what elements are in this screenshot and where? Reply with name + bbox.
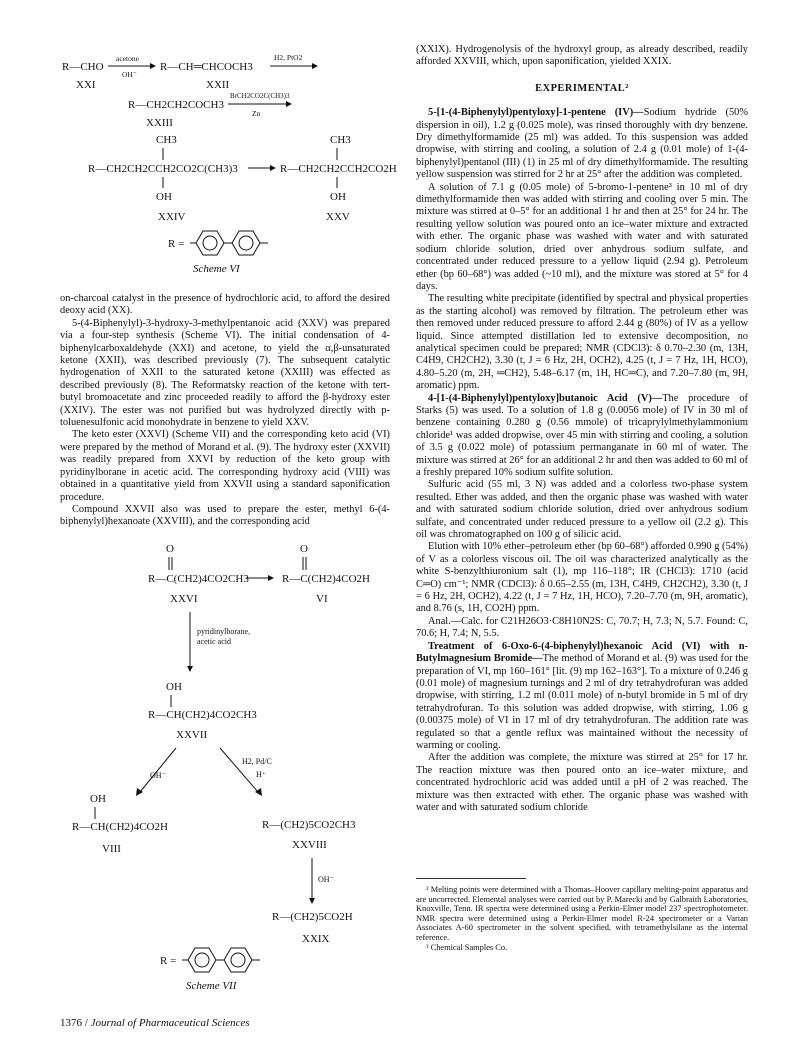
compound-xxvii-formula: R—CH(CH2)4CO2CH3 bbox=[148, 709, 257, 721]
right-paragraph-2 bbox=[416, 107, 748, 181]
compound-xxiv-hydroxyl: OH bbox=[156, 191, 172, 203]
compound-xxi-formula: R—CHO bbox=[62, 61, 104, 73]
reagent-acetic-acid: acetic acid bbox=[197, 637, 231, 646]
compound-xxvi-label: XXVI bbox=[170, 593, 198, 605]
reagent-acid: H⁺ bbox=[256, 770, 266, 779]
r-group-label-vii: R = bbox=[160, 955, 177, 967]
biphenyl-structure-vii bbox=[182, 948, 260, 972]
right-paragraph-4: The resulting white precipitate (identified by spectral and physical properties as the starting alcohol) was removed by filtration. The petroleum ether was then removed under reduced pressure to afford 2.44 g (80%) of IV as a yellow liquid. Since attempted distillation led to extensive decomposition, no analytical specimen could be prepared; NMR (CDCl3): δ 0.70–2.30 (m, 13H, C4H9, CH2CH2), 3.30 (t, J = 6 Hz, 2H, OCH2), 4.25 (t, J = 7 Hz, 1H, HCO), 4.80–5.20 (m, 2H, ═CH2), 5.48–6.17 (m, 1H, HC═C), and 7.20–7.80 (m, 9H, aromatic) ppm. bbox=[416, 293, 748, 392]
compound-xxv-hydroxyl: OH bbox=[330, 191, 346, 203]
biphenyl-structure bbox=[190, 231, 268, 255]
reagent-bromoacetate: BrCH2CO2C(CH3)3 bbox=[230, 92, 290, 100]
section-title-iv: 5-[1-(4-Biphenylyl)pentyloxy]-1-pentene (IV)— bbox=[428, 107, 644, 119]
right-paragraph-3: A solution of 7.1 g (0.05 mole) of 5-bromo-1-pentene³ in 10 ml of dry dimethylformamide then was added with stirring and cooling over 5 min. The mixture was stirred at 0–5° for an additional 1 hr and then at 25° for 24 hr. The resulting yellow solution was poured onto an ice–water mixture and extracted with ether. The organic phase was washed with water and with saturated sodium chloride solution, dried over anhydrous sodium sulfate, and concentrated under reduced pressure to a yellow liquid (2.94 g). Petroleum ether (bp 60–68°) was added (~10 ml), and the mixture was stored at 5° for 4 days. bbox=[416, 181, 748, 292]
compound-vi-label: VI bbox=[316, 593, 328, 605]
compound-xxiii-label: XXIII bbox=[146, 117, 173, 129]
reagent-pyridinylborane: pyridinylborane, bbox=[197, 627, 251, 636]
reagent-h2-pdc: H2, Pd/C bbox=[242, 757, 272, 766]
compound-xxvi-oxo: O bbox=[166, 543, 174, 555]
right-paragraph-1: (XXIX). Hydrogenolysis of the hydroxyl group, as already described, readily afforded XXVIII, which, upon saponification, yielded XXIX. bbox=[416, 44, 748, 68]
scheme-vi bbox=[0, 0, 400, 292]
left-column bbox=[60, 293, 390, 529]
right-column bbox=[416, 44, 748, 814]
scheme-vi-caption: Scheme VI bbox=[193, 263, 240, 275]
compound-xxix-formula: R—(CH2)5CO2H bbox=[272, 911, 353, 923]
right-paragraph-5 bbox=[416, 393, 748, 480]
left-paragraph-1: on-charcoal catalyst in the presence of hydrochloric acid, to afford the desired deoxy acid (XX). bbox=[60, 293, 390, 317]
compound-xxvii-label: XXVII bbox=[176, 729, 208, 741]
right-paragraph-2-text: Sodium hydride (50% dispersion in oil), 1.2 g (0.025 mole), was rinsed thoroughly with dry benzene. Dry dimethylformamide (25 ml) was added. To this suspension was added dropwise, with stirring and cooling, a solution of 2.4 g (0.01 mole) of 1-(4-biphenylyl)pentanol (III) (1) in 25 ml of dry dimethylformamide. The resulting yellow suspension was stirred for 2 hr at 25° after the addition was completed. bbox=[416, 107, 748, 181]
section-title-vi-treatment: Treatment of 6-Oxo-6-(4-biphenylyl)hexanoic Acid (VI) with n-Butylmagnesium Bromide— bbox=[416, 640, 748, 665]
compound-xxiv-methyl: CH3 bbox=[156, 134, 177, 146]
compound-xxviii-label: XXVIII bbox=[292, 839, 327, 851]
reagent-zinc: Zn bbox=[252, 109, 261, 118]
reagent-saponification: OH⁻ bbox=[150, 771, 166, 780]
footnote-2: ² Melting points were determined with a Thomas–Hoover capillary melting-point apparatus and are uncorrected. Elemental analyses were carried out by P. Marecki and by Galbraith Laboratories, Knoxville, Tenn. IR spectra were determined using a Perkin-Elmer model 237 spectrophotometer. NMR spectra were determined using a Perkin-Elmer model R-24 spectrometer or a Varian Associates A-60 spectrometer in the solvent specified, with tetramethylsilane as the internal reference. bbox=[416, 885, 748, 942]
scheme-vii-caption: Scheme VII bbox=[186, 980, 237, 992]
reagent-final-hydroxide: OH⁻ bbox=[318, 875, 334, 884]
reagent-h2-pto2: H2, PtO2 bbox=[274, 53, 303, 62]
footnote-3: ³ Chemical Samples Co. bbox=[426, 942, 508, 952]
section-title-v: 4-[1-(4-Biphenylyl)pentyloxy]butanoic Acid (V)— bbox=[428, 392, 663, 404]
compound-viii-hydroxyl: OH bbox=[90, 793, 106, 805]
journal-name: Journal of Pharmaceutical Sciences bbox=[90, 1017, 250, 1029]
compound-xxii-label: XXII bbox=[206, 79, 230, 91]
footer-separator: / bbox=[84, 1017, 91, 1029]
right-paragraph-7: Elution with 10% ether–petroleum ether (bp 60–68°) afforded 0.990 g (54%) of V as a colorless viscous oil. The oil was characterized analytically as the white S-benzylthiuronium salt (1), mp 116–118°; IR (CHCl3): 1710 (acid C═O) cm⁻¹; NMR (CDCl3): δ 0.65–2.55 (m, 13H, C4H9, CH2CH2), 3.30 (t, J = 6 Hz, 2H, OCH2), 4.22 (t, J = 7 Hz, 1H, HCO), 7.20–7.70 (m, 9H, aromatic), and 8.76 (s, 1H, CO2H) ppm. bbox=[416, 541, 748, 615]
right-paragraph-9-text: The method of Morand et al. (9) was used for the preparation of VI, mp 160–161° [lit. (9) mp 162–163°]. To a mixture of 0.246 g (0.01 mole) of magnesium turnings and 2 ml of dry tetrahydrofuran was added dropwise, with stirring, 1.2 ml (0.011 mole) of n-butyl bromide in 5 ml of dry tetrahydrofuran. To this solution was added dropwise, with stirring, 1.06 g (0.00375 mole) of VI in 17 ml of dry tetrahydrofuran. The addition rate was regulated so that a gentle reflux was maintained without the necessity of warming or cooling. bbox=[416, 653, 748, 751]
page-footer bbox=[60, 1017, 250, 1029]
left-paragraph-4: Compound XXVII also was used to prepare the ester, methyl 6-(4-biphenylyl)hexanoate (XXVIII), and the corresponding acid bbox=[60, 503, 390, 528]
footnote-rule bbox=[416, 878, 526, 879]
compound-xxiv-formula: R—CH2CH2CCH2CO2C(CH3)3 bbox=[88, 163, 238, 175]
compound-vi-oxo: O bbox=[300, 543, 308, 555]
compound-viii-label: VIII bbox=[102, 843, 121, 855]
compound-xxii-formula: R—CH═CHCOCH3 bbox=[160, 61, 253, 73]
scheme-vii bbox=[0, 540, 400, 1010]
footnotes bbox=[416, 878, 748, 952]
experimental-heading: EXPERIMENTAL² bbox=[535, 82, 629, 94]
compound-xxv-methyl: CH3 bbox=[330, 134, 351, 146]
compound-xxvi-formula: R—C(CH2)4CO2CH3 bbox=[148, 573, 249, 585]
left-paragraph-3: The keto ester (XXVI) (Scheme VII) and the corresponding keto acid (VI) were prepared by the method of Morand et al. (9). The hydroxy ester (XXVII) was readily prepared from XXVI by reduction of the keto group with pyridinylborane in acetic acid. The corresponding hydroxy acid (VIII) was obtained in a quantitative yield from XXVII using a standard saponification procedure. bbox=[60, 429, 390, 503]
compound-xxix-label: XXIX bbox=[302, 933, 330, 945]
compound-xxiii-formula: R—CH2CH2COCH3 bbox=[128, 99, 224, 111]
right-paragraph-10: After the addition was complete, the mixture was stirred at 25° for 17 hr. The reaction mixture was then poured onto an ice–water mixture, and concentrated hydrochloric acid was added until a pH of 2 was reached. The mixture was then extracted with ether. The organic phase was washed with water and with saturated sodium chloride bbox=[416, 752, 748, 813]
right-paragraph-8: Anal.—Calc. for C21H26O3·C8H10N2S: C, 70.7; H, 7.3; N, 5.7. Found: C, 70.6; H, 7.4; N, 5.5. bbox=[416, 615, 748, 640]
compound-xxv-label: XXV bbox=[326, 211, 350, 223]
right-paragraph-5-text: The procedure of Starks (5) was used. To a solution of 1.8 g (0.0056 mole) of IV in 30 ml of benzene containing 0.280 g (0.56 mmole) of tricaprylylmethylammonium chloride¹ was added dropwise, over 45 min with stirring and cooling, a solution of 3.5 g (0.022 mole) of potassium permanganate in 60 ml of water. The mixture was stirred at 26° for an additional 2 hr and then was added to 60 ml of a freshly prepared 10% sodium sulfite solution. bbox=[416, 392, 748, 478]
compound-viii-formula: R—CH(CH2)4CO2H bbox=[72, 821, 168, 833]
compound-xxi-label: XXI bbox=[76, 79, 96, 91]
compound-vi-formula: R—C(CH2)4CO2H bbox=[282, 573, 371, 585]
r-group-label: R = bbox=[168, 238, 185, 250]
page-number: 1376 bbox=[60, 1017, 82, 1029]
compound-xxviii-formula: R—(CH2)5CO2CH3 bbox=[262, 819, 356, 831]
compound-xxiv-label: XXIV bbox=[158, 211, 186, 223]
compound-xxvii-hydroxyl: OH bbox=[166, 681, 182, 693]
compound-xxv-formula: R—CH2CH2CCH2CO2H bbox=[280, 163, 397, 175]
right-paragraph-9 bbox=[416, 641, 748, 753]
right-paragraph-6: Sulfuric acid (55 ml, 3 N) was added and a colorless two-phase system resulted. Ether was added, and then the organic phase was washed with water and with saturated sodium chloride solution, dried over anhydrous sodium sulfate, and concentrated under reduced pressure to a yellow oil (2.2 g). This oil was chromatographed on 100 g of silicic acid. bbox=[416, 479, 748, 541]
reagent-acetone: acetone bbox=[116, 54, 139, 63]
left-paragraph-2: 5-(4-Biphenylyl)-3-hydroxy-3-methylpentanoic acid (XXV) was prepared via a four-step synthesis (Scheme VI). The initial condensation of 4-biphenylcarboxaldehyde (XXI) and acetone, to yield the α,β-unsaturated ketone (XXII), was described previously (7). The subsequent catalytic hydrogenation of XXII to the saturated ketone (XXIII) was effected as described previously (8). The Reformatsky reaction of the ketone with tert-butyl bromoacetate and zinc proceeded readily to afford the β-hydroxy ester (XXIV). The ester was not purified but was hydrolyzed directly with p-toluenesulfonic acid monohydrate in benzene to yield XXV. bbox=[60, 317, 390, 429]
reagent-hydroxide: OH⁻ bbox=[122, 70, 137, 79]
